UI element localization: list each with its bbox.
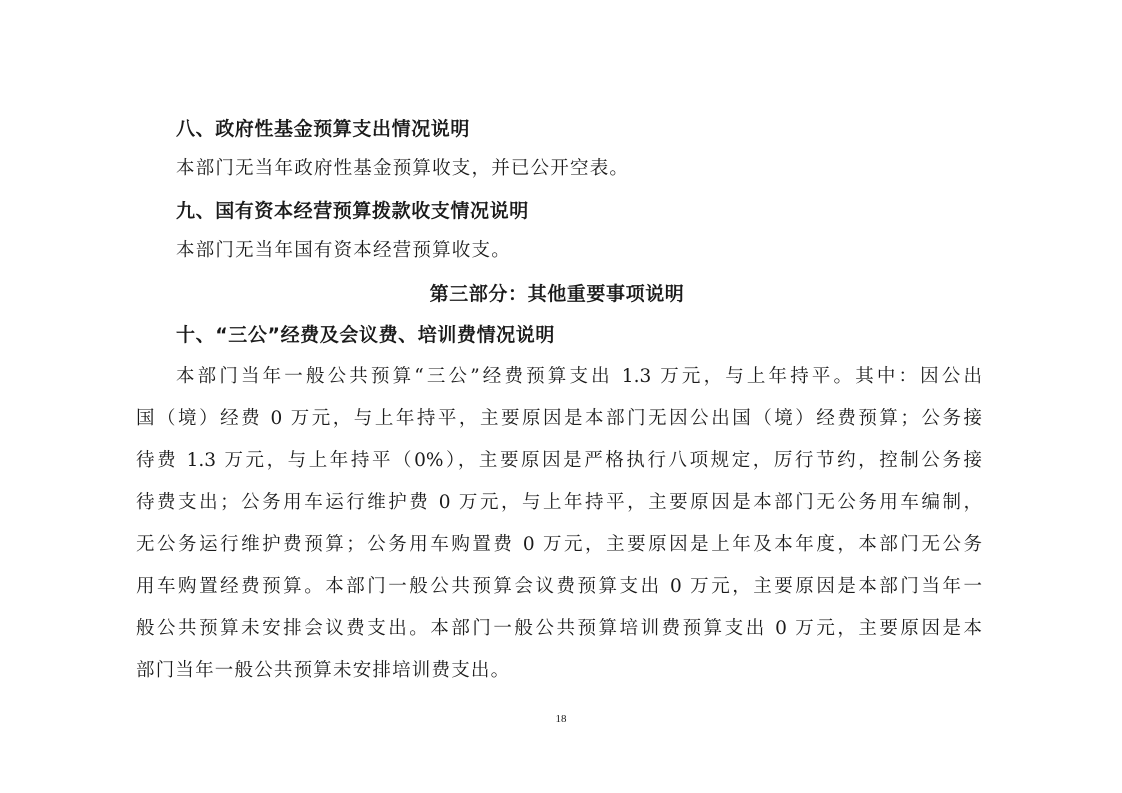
section-8-heading: 八、政府性基金预算支出情况说明 [176,118,471,140]
section-8-text: 本部门无当年政府性基金预算收支，并已公开空表。 [176,158,630,179]
paragraph-line: 待费 1.3 万元，与上年持平（0%），主要原因是严格执行八项规定，厉行节约，控制公务接 [136,450,982,471]
paragraph-line: 待费支出；公务用车运行维护费 0 万元，与上年持平，主要原因是本部门无公务用车编制， [136,492,982,513]
part-3-title: 第三部分：其他重要事项说明 [429,283,685,305]
paragraph-line: 国（境）经费 0 万元，与上年持平，主要原因是本部门无因公出国（境）经费预算；公务接 [136,408,982,429]
paragraph-line: 无公务运行维护费预算；公务用车购置费 0 万元，主要原因是上年及本年度，本部门无公务 [136,534,982,555]
section-10-heading: 十、“三公”经费及会议费、培训费情况说明 [176,324,555,346]
paragraph-line: 本部门当年一般公共预算“三公”经费预算支出 1.3 万元，与上年持平。其中：因公出 [176,366,982,387]
paragraph-line: 般公共预算未安排会议费支出。本部门一般公共预算培训费预算支出 0 万元，主要原因是本 [136,618,982,639]
section-10-paragraph [136,364,982,700]
page-number: 18 [555,713,567,725]
paragraph-line: 用车购置经费预算。本部门一般公共预算会议费预算支出 0 万元，主要原因是本部门当年一 [136,576,982,597]
section-9-text: 本部门无当年国有资本经营预算收支。 [176,240,511,261]
section-9-heading: 九、国有资本经营预算拨款收支情况说明 [176,200,529,222]
paragraph-line: 部门当年一般公共预算未安排培训费支出。 [136,660,511,681]
